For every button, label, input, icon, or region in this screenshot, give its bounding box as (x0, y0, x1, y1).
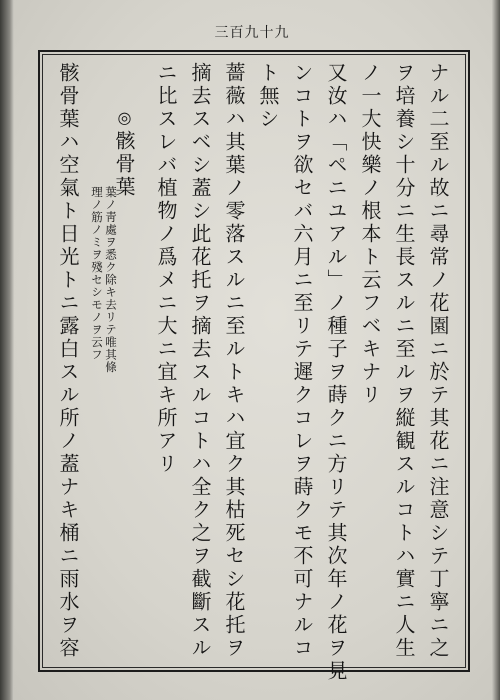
heading-note-right: 葉ノ靑處ヲ悉ク除キ去リテ唯其條 (104, 186, 118, 374)
text-column-2: ヲ培養シ十分ニ生長スルニ至ルヲ縦観スルコトハ實ニ人生 (392, 62, 416, 660)
heading-circle-mark: ◎ (115, 108, 134, 130)
heading-note-left: 理ノ筋ノミヲ殘セシモノヲ云フ (90, 186, 104, 361)
text-column-5: ンコトヲ欲セバ六月ニ至リテ遲クコレヲ蒔クモ不可ナルコ (290, 62, 314, 660)
page-shadow-right (492, 0, 500, 700)
text-column-7: 薔薇ハ其葉ノ零落スルニ至ルトキハ宜ク其枯死セシ花托ヲ (222, 62, 246, 660)
text-column-9: ニ比スレバ植物ノ爲メニ大ニ宜キ所アリ (154, 62, 178, 476)
text-column-6: ト無シ (256, 62, 280, 131)
text-column-1: ナル二至ル故ニ尋常ノ花園ニ於テ其花ニ注意シテ丁寧ニ之 (426, 62, 450, 660)
text-column-8: 摘去スベシ蓋シ此花托ヲ摘去スルコトハ全ク之ヲ截斷スル (188, 62, 212, 660)
text-column-last: 骸骨葉ハ空氣ト日光トニ露白スル所ノ蓋ナキ桶ニ雨水ヲ容 (56, 62, 80, 660)
page-shadow-left (0, 0, 14, 700)
text-column-4: 又汝ハ「ペニユアル」ノ種子ヲ蒔クニ方リテ其次年ノ花ヲ見 (324, 62, 348, 683)
heading-title: 骸骨葉 (112, 130, 136, 199)
page-number: 三百九十九 (214, 25, 290, 41)
text-column-3: ノ一大快樂ノ根本ト云フベキナリ (358, 62, 382, 407)
